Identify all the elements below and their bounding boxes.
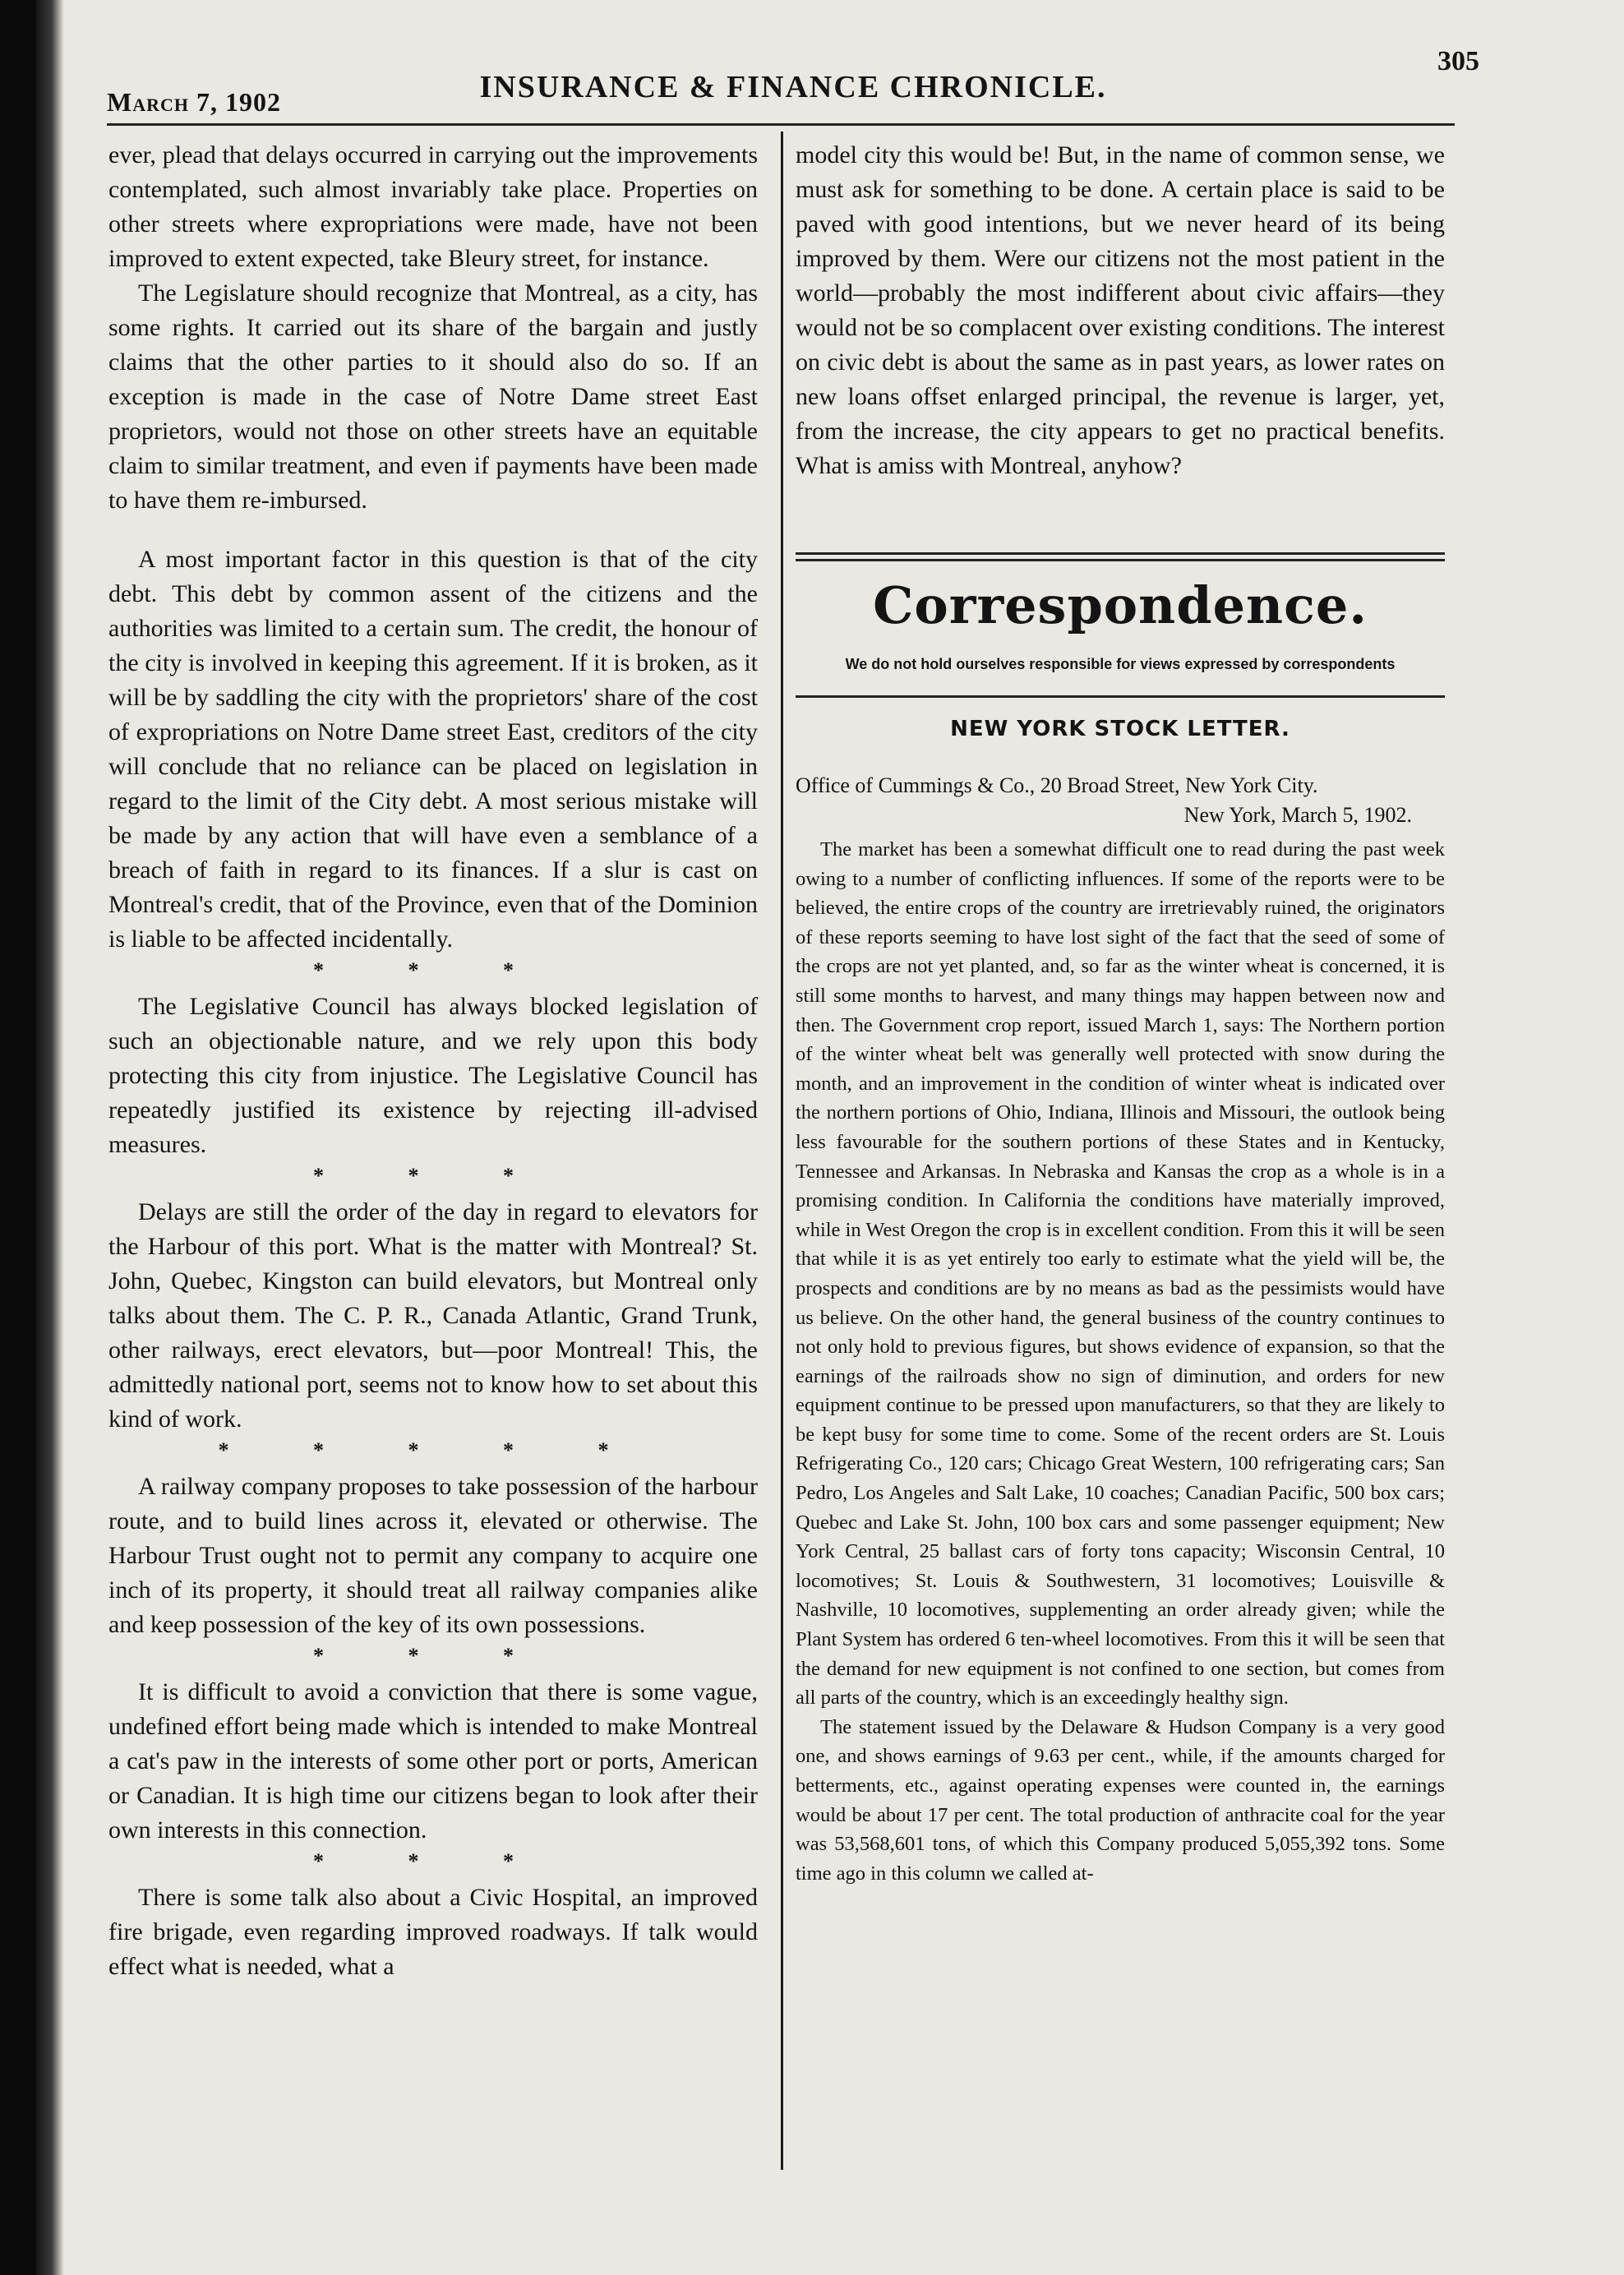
paragraph: ever, plead that delays occurred in carrying out the improvements contemplated, such almost invariably take place. Properties on other streets where expropriations were made, have not been improved to extent expected, take Bleury street, for instance.	[108, 141, 758, 272]
paragraph: There is some talk also about a Civic Hospital, an improved fire brigade, even regarding improved roadways. If talk would effect what is needed, what a	[108, 1884, 758, 1980]
paragraph: It is difficult to avoid a conviction that there is some vague, undefined effort being made which is intended to make Montreal a cat's paw in the interests of some other port or ports, American or Canadian. It is high time our citizens began to look after their own interests in this connection.	[108, 1678, 758, 1844]
paragraph: The statement issued by the Delaware & Hudson Company is a very good one, and shows earnings of 9.63 per cent., while, if the amounts charged for betterments, etc., against operating expenses were counted in, the earnings would be about 17 per cent. The total production of anthracite coal for the year was 53,568,601 tons, of which this Company produced 5,055,392 tons. Some time ago in this column we called at-	[796, 1715, 1445, 1885]
section-title: Correspondence.	[873, 575, 1368, 635]
letter-dateline: New York, March 5, 1902.	[1183, 803, 1412, 827]
header-rule	[107, 123, 1455, 126]
left-column	[108, 138, 758, 1984]
paragraph: A most important factor in this question is that of the city debt. This debt by common assent of the citizens and the authorities was limited to a certain sum. The credit, the honour of the city is involved in keeping this agreement. If it is broken, as it will be by saddling the city with the proprietors' share of the cost of expropriations on Notre Dame street East, creditors of the city will conclude that no reliance can be placed on legislation in regard to the limit of the City debt. A most serious mistake will be made by any action that will have even a semblance of a breach of faith in regard to its finances. If a slur is cast on Montreal's credit, that of the Province, even that of the Dominion is liable to be affected incidentally.	[108, 546, 758, 953]
letter-office: Office of Cummings & Co., 20 Broad Street, New York City.	[796, 773, 1318, 797]
paragraph: model city this would be! But, in the name of common sense, we must ask for something to be done. A certain place is said to be paved with good intentions, but we never heard of its being improved by them. Were our citizens not the most patient in the world—probably the most indifferent about civic affairs—they would not be so complacent over existing conditions. The interest on civic debt is about the same as in past years, as lower rates on new loans offset enlarged principal, the revenue is larger, yet, from the increase, the city appears to get no practical benefits. What is amiss with Montreal, anyhow?	[796, 141, 1445, 479]
column-divider	[781, 132, 783, 2170]
paragraph: The market has been a somewhat difficult one to read during the past week owing to a number of conflicting influences. If some of the reports were to be believed, the entire crops of the country are irretrievably ruined, the originators of these reports seeming to have lost sight of the fact that the seed of some of the crops are not yet planted, and, so far as the winter wheat is concerned, it is still some months to harvest, and many things may happen between now and then. The Government crop report, issued March 1, says: The Northern portion of the winter wheat belt was generally well protected with snow during the month, and an improvement in the condition of winter wheat is indicated over the northern portions of Ohio, Indiana, Illinois and Missouri, the outlook being less favourable for the southern portions of these States and in Kentucky, Tennessee and Arkansas. In Nebraska and Kansas the crop as a whole is in a promising condition. In California the conditions have materially improved, while in West Oregon the crop is in excellent condition. From this it will be seen that while it is as yet entirely too early to estimate what the yield will be, the prospects and conditions are by no means as bad as the pessimists would have us believe. On the other hand, the general business of the country continues to not only hold to previous figures, but shows evidence of expansion, so that the earnings of the railroads show no sign of diminution, and orders for new equipment continue to be pressed upon manufacturers, so that they are likely to be kept busy for some time to come. Some of the recent orders are St. Louis Refrigerating Co., 120 cars; Chicago Great Western, 100 refrigerating cars; San Pedro, Los Angeles and Salt Lake, 10 coaches; Canadian Pacific, 500 box cars; Quebec and Lake St. John, 100 box cars and some passenger equipment; New York Central, 25 ballast cars of forty tons capacity; Wisconsin Central, 10 locomotives; St. Louis & Southwestern, 31 locomotives; Louisville & Nashville, 10 locomotives, supplementing an order already given; while the Plant System has ordered 6 ten-wheel locomotives. From this it will be seen that the demand for new equipment is not confined to one section, but comes from all parts of the country, which is an exceedingly healthy sign.	[796, 838, 1445, 1710]
page-header	[107, 39, 1479, 117]
paragraph: A railway company proposes to take possession of the harbour route, and to build lines across it, elevated or otherwise. The Harbour Trust ought not to permit any company to acquire one inch of its property, it should treat all railway companies alike and keep possession of the key of its own possessions.	[108, 1473, 758, 1638]
section-separator: * * * * *	[218, 1438, 648, 1462]
header-date: March 7, 1902	[107, 87, 281, 117]
paragraph: Delays are still the order of the day in regard to elevators for the Harbour of this port. What is the matter with Montreal? St. John, Quebec, Kingston can build elevators, but Montreal only talks about them. The C. P. R., Canada Atlantic, Grand Trunk, other railways, erect elevators, but—poor Montreal! This, the admittedly national port, seems not to know how to set about this kind of work.	[108, 1198, 758, 1433]
paragraph: The Legislature should recognize that Montreal, as a city, has some rights. It carried out its share of the bargain and justly claims that the other parties to it should also do so. If an exception is made in the case of Notre Dame street East proprietors, would not those on other streets have an equitable claim to similar treatment, and even if payments have been made to have them re-imbursed.	[108, 279, 758, 514]
section-separator: * * *	[313, 1164, 553, 1188]
section-separator: * * *	[313, 958, 553, 982]
right-column-continuation	[796, 138, 1445, 483]
header-title: INSURANCE & FINANCE CHRONICLE.	[479, 70, 1107, 104]
section-double-rule	[796, 552, 1445, 565]
page-binding-shadow	[36, 0, 64, 2275]
page-number: 305	[1437, 46, 1479, 76]
section-separator: * * *	[313, 1849, 553, 1873]
section-separator: * * *	[313, 1644, 553, 1668]
section-disclaimer: We do not hold ourselves responsible for views expressed by correspondents	[845, 656, 1396, 672]
stock-letter	[796, 717, 1445, 1888]
letter-heading: NEW YORK STOCK LETTER.	[950, 717, 1290, 741]
paragraph: The Legislative Council has always blocked legislation of such an objectionable nature, and we rely upon this body protecting this city from injustice. The Legislative Council has repeatedly justified its existence by rejecting ill-advised measures.	[108, 993, 758, 1158]
section-rule	[796, 695, 1445, 698]
